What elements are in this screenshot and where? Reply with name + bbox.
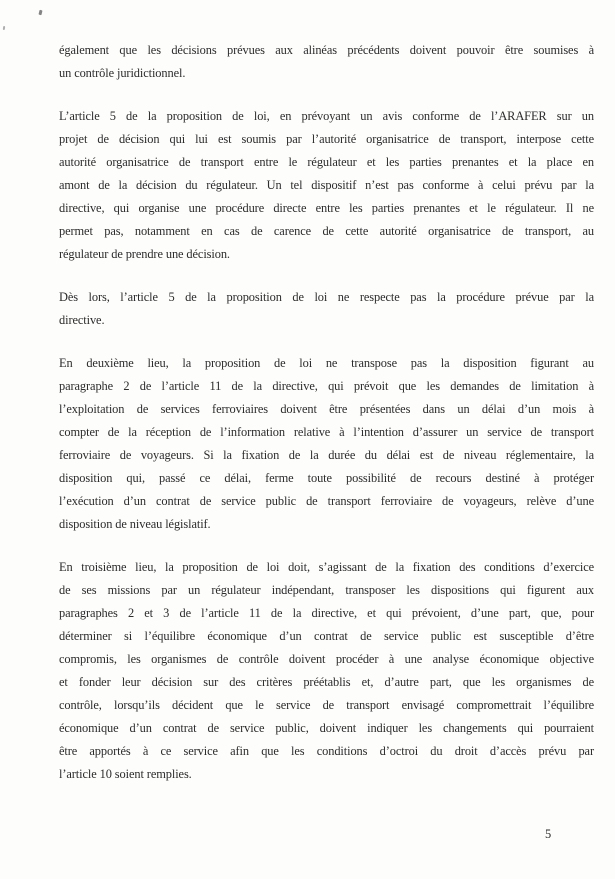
paragraph: [59, 105, 594, 266]
text-line: de ses missions par un régulateur indépendant, transposer les dispositions qui figurent aux: [59, 583, 594, 597]
page-number: 5: [545, 827, 552, 841]
text-line: également que les décisions prévues aux alinéas précédents doivent pouvoir être soumises à: [59, 43, 594, 57]
text-line: un contrôle juridictionnel.: [59, 66, 186, 80]
text-line: disposition qui, passé ce délai, ferme toute possibilité de recours destiné à protéger: [59, 471, 594, 485]
text-line: Dès lors, l’article 5 de la proposition de loi ne respecte pas la procédure prévue par la: [59, 290, 594, 304]
text-line: disposition de niveau législatif.: [59, 517, 211, 531]
paragraph: [59, 286, 594, 332]
scan-artifact: [38, 10, 42, 16]
document-body: [59, 39, 594, 786]
text-line: déterminer si l’équilibre économique d’un contrat de service public est susceptible d’être: [59, 629, 594, 643]
paragraph: [59, 39, 594, 85]
text-line: être apportés à ce service afin que les conditions d’octroi du droit d’accès prévu par: [59, 744, 594, 758]
text-line: et fonder leur décision sur des critères préétablis et, d’autre part, que les organismes de: [59, 675, 594, 689]
text-line: directive, qui organise une procédure directe entre les parties prenantes et le régulateur. Il ne: [59, 201, 594, 215]
text-line: l’article 10 soient remplies.: [59, 767, 192, 781]
text-line: compromis, les organismes de contrôle doivent procéder à une analyse économique objective: [59, 652, 594, 666]
text-line: permet pas, notamment en cas de carence de cette autorité organisatrice de transport, au: [59, 224, 594, 238]
text-line: paragraphe 2 de l’article 11 de la directive, qui prévoit que les demandes de limitation à: [59, 379, 594, 393]
scan-artifact: [3, 26, 6, 30]
text-line: amont de la décision du régulateur. Un tel dispositif n’est pas conforme à celui prévu par la: [59, 178, 594, 192]
text-line: En deuxième lieu, la proposition de loi ne transpose pas la disposition figurant au: [59, 356, 594, 370]
text-line: économique d’un contrat de service public, doivent indiquer les changements qui pourraient: [59, 721, 594, 735]
text-line: projet de décision qui lui est soumis par l’autorité organisatrice de transport, interpose cette: [59, 132, 594, 146]
paragraph: [59, 352, 594, 536]
text-line: directive.: [59, 313, 105, 327]
text-line: compter de la réception de l’information relative à l’intention d’assurer un service de transport: [59, 425, 594, 439]
text-line: contrôle, lorsqu’ils décident que le service de transport envisagé compromettrait l’équilibre: [59, 698, 594, 712]
text-line: ferroviaire de voyageurs. Si la fixation de la durée du délai est de niveau réglementaire, la: [59, 448, 594, 462]
paragraph: [59, 556, 594, 786]
text-line: L’article 5 de la proposition de loi, en prévoyant un avis conforme de l’ARAFER sur un: [59, 109, 594, 123]
text-line: régulateur de prendre une décision.: [59, 247, 230, 261]
text-line: En troisième lieu, la proposition de loi doit, s’agissant de la fixation des conditions d’exercice: [59, 560, 594, 574]
text-line: paragraphes 2 et 3 de l’article 11 de la directive, et qui prévoient, d’une part, que, pour: [59, 606, 594, 620]
text-line: autorité organisatrice de transport entre le régulateur et les parties prenantes et la place en: [59, 155, 594, 169]
text-line: l’exploitation de services ferroviaires doivent être présentées dans un délai d’un mois à: [59, 402, 594, 416]
text-line: l’exécution d’un contrat de service public de transport ferroviaire de voyageurs, relève d’une: [59, 494, 594, 508]
